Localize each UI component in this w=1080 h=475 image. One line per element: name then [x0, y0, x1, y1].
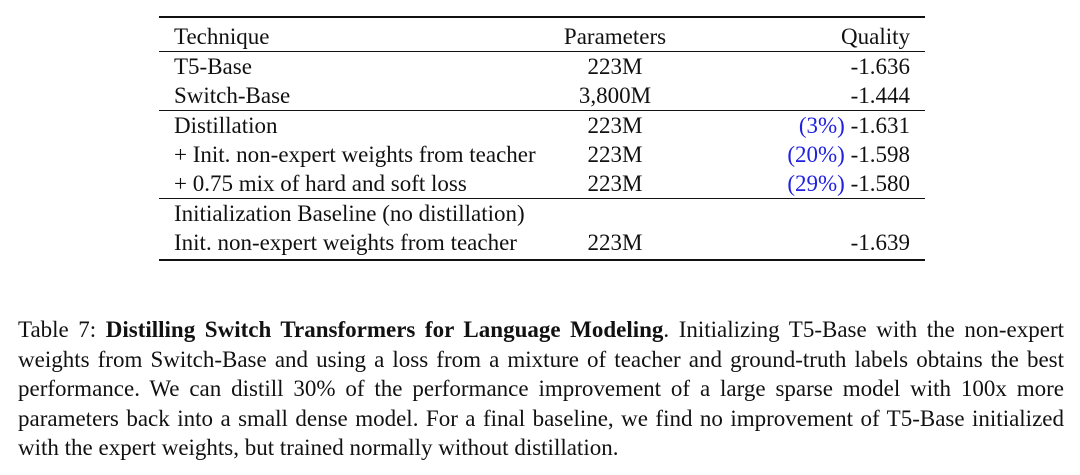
caption-title: Distilling Switch Transformers for Language Modeling	[105, 317, 664, 342]
cell-parameters: 223M	[540, 228, 690, 260]
cell-quality	[690, 140, 925, 169]
cell-technique: + 0.75 mix of hard and soft loss	[174, 171, 467, 196]
quality-percent: (3%)	[798, 113, 845, 138]
results-table	[159, 16, 925, 261]
quality-value: -1.580	[850, 171, 910, 196]
cell-technique: Initialization Baseline (no distillation)	[159, 199, 540, 229]
table-row	[159, 228, 925, 260]
quality-value: -1.639	[850, 230, 910, 255]
quality-value: -1.598	[850, 142, 910, 167]
quality-percent: (29%)	[787, 171, 845, 196]
cell-technique: Init. non-expert weights from teacher	[159, 228, 540, 260]
caption-label: Table 7:	[18, 317, 97, 342]
caption-body: . Initializing T5-Base with the non-expert weights from Switch-Base and using a loss from a mixture of teacher and ground-truth labels obtains the best performance. We can distill 30% of the performance improvement of a large sparse model with 100x more parameters back into a small dense model. For a final baseline, we find no improvement of T5-Base initialized with the expert weights, but trained normally without distillation.	[18, 317, 1064, 460]
quality-value: -1.444	[850, 83, 910, 108]
table-row	[159, 81, 925, 111]
table-header-row	[159, 17, 925, 52]
cell-quality	[690, 111, 925, 141]
cell-quality	[690, 228, 925, 260]
table-row	[159, 199, 925, 229]
cell-quality	[690, 169, 925, 199]
table-caption	[18, 315, 1064, 463]
table-row	[159, 169, 925, 199]
cell-parameters: 223M	[587, 171, 643, 196]
quality-value: -1.636	[850, 54, 910, 79]
cell-technique: + Init. non-expert weights from teacher	[174, 142, 536, 167]
cell-parameters: 223M	[587, 54, 643, 79]
cell-parameters: 223M	[587, 142, 643, 167]
table-row	[159, 52, 925, 82]
results-table-container	[159, 16, 925, 261]
cell-technique: T5-Base	[174, 54, 252, 79]
header-quality: Quality	[690, 17, 925, 52]
cell-technique: Distillation	[159, 111, 540, 141]
header-technique: Technique	[159, 17, 540, 52]
table-row	[159, 111, 925, 141]
cell-quality	[690, 81, 925, 111]
table-row	[159, 140, 925, 169]
quality-percent: (20%)	[787, 142, 845, 167]
cell-quality	[690, 199, 925, 229]
cell-parameters: 3,800M	[578, 83, 652, 108]
cell-parameters: 223M	[540, 111, 690, 141]
cell-quality	[690, 52, 925, 82]
cell-technique: Switch-Base	[174, 83, 291, 108]
cell-parameters	[540, 199, 690, 229]
quality-value: -1.631	[850, 113, 910, 138]
header-parameters: Parameters	[540, 17, 690, 52]
